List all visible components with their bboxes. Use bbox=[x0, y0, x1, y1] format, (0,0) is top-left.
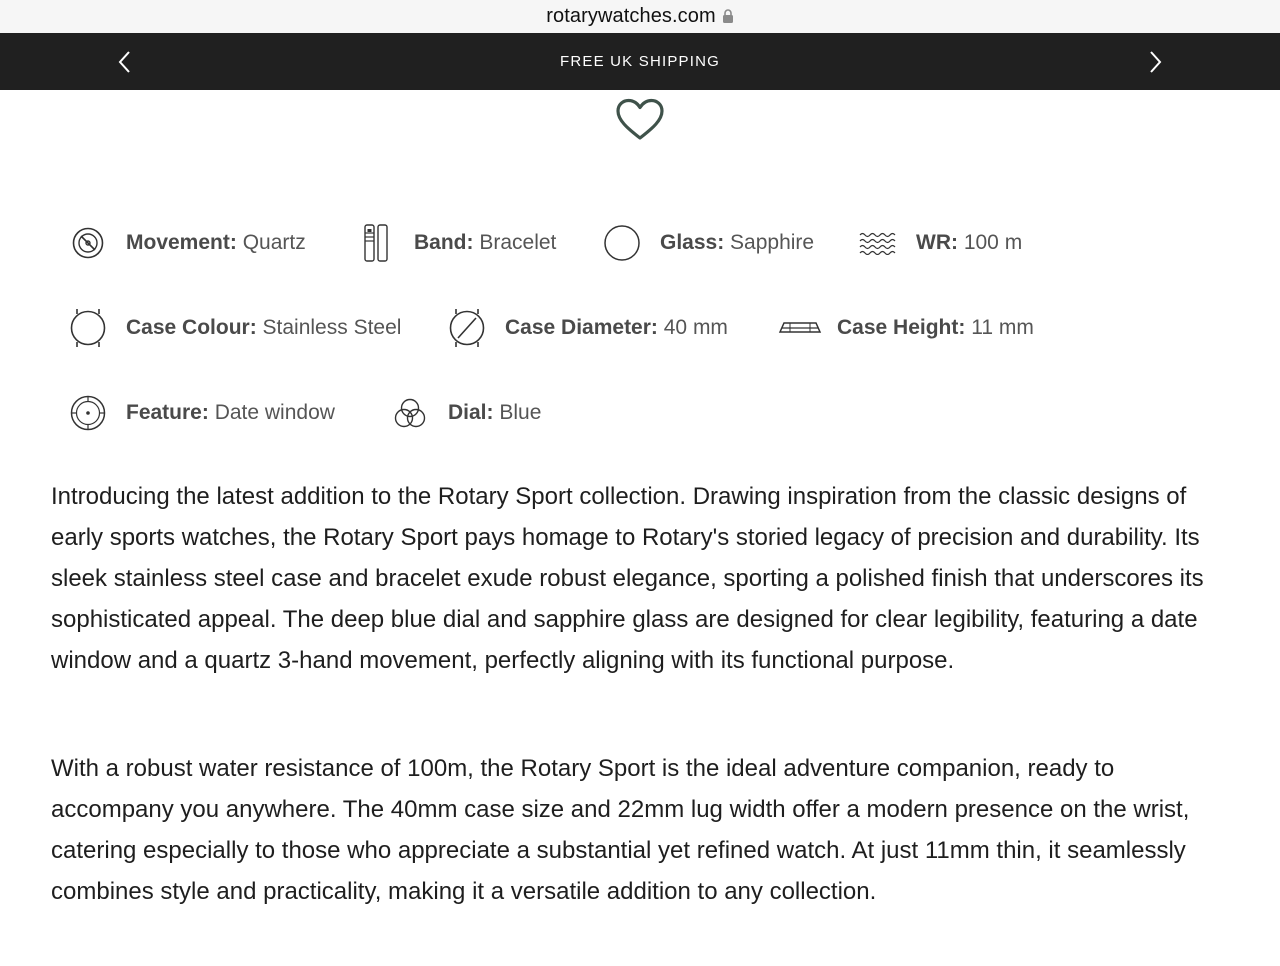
dial-icon bbox=[390, 393, 430, 433]
spec-value: Sapphire bbox=[730, 231, 815, 254]
spec-value: Stainless Steel bbox=[262, 316, 402, 339]
description-paragraph: Introducing the latest addition to the Rotary Sport collection. Drawing inspiration from the classic designs of early sports watches, the Rotary Sport pays homage to Rotary's storied legacy of precision and durability. Its sleek stainless steel case and bracelet exude robust elegance, sporting a polished finish that underscores its sophisticated appeal. The deep blue dial and sapphire glass are designed for clear legibility, featuring a date window and a quartz 3-hand movement, perfectly aligning with its functional purpose. bbox=[51, 483, 1204, 674]
spec-label: Case Height: bbox=[837, 316, 966, 339]
spec-label: Case Colour: bbox=[126, 316, 257, 339]
spec-label: Glass: bbox=[660, 231, 725, 254]
heart-icon bbox=[615, 98, 665, 142]
spec-movement bbox=[68, 221, 306, 265]
promo-text: FREE UK SHIPPING bbox=[559, 53, 721, 70]
chevron-left-icon[interactable] bbox=[110, 48, 138, 76]
movement-icon bbox=[68, 223, 108, 263]
browser-url-bar[interactable] bbox=[0, 0, 1280, 33]
description-paragraph: With a robust water resistance of 100m, the Rotary Sport is the ideal adventure companion, ready to accompany you anywhere. The 40mm case size and 22mm lug width offer a modern presence on the wrist, catering especially to those who appreciate a substantial yet refined watch. At just 11mm thin, it seamlessly combines style and practicality, making it a versatile addition to any collection. bbox=[51, 755, 1190, 905]
case-diameter-icon bbox=[447, 308, 487, 348]
glass-icon bbox=[602, 223, 642, 263]
spec-value: 11 mm bbox=[971, 316, 1034, 339]
spec-case-diameter bbox=[447, 306, 728, 350]
spec-band bbox=[356, 221, 556, 265]
spec-value: Quartz bbox=[242, 231, 306, 254]
spec-label: Feature: bbox=[126, 401, 209, 424]
case-height-icon bbox=[778, 308, 822, 348]
spec-glass bbox=[602, 221, 814, 265]
case-colour-icon bbox=[68, 308, 108, 348]
spec-value: 40 mm bbox=[663, 316, 728, 339]
spec-value: Blue bbox=[499, 401, 542, 424]
url-text: rotarywatches.com bbox=[546, 5, 716, 27]
water-resistance-icon bbox=[858, 223, 898, 263]
feature-icon bbox=[68, 393, 108, 433]
spec-label: Case Diameter: bbox=[505, 316, 658, 339]
spec-dial bbox=[390, 391, 541, 435]
bracelet-icon bbox=[356, 223, 396, 263]
spec-water-resistance bbox=[858, 221, 1022, 265]
spec-label: Dial: bbox=[448, 401, 494, 424]
chevron-right-icon[interactable] bbox=[1142, 48, 1170, 76]
spec-value: 100 m bbox=[963, 231, 1023, 254]
wishlist-button[interactable] bbox=[612, 96, 668, 144]
promo-banner bbox=[0, 33, 1280, 90]
spec-label: Movement: bbox=[126, 231, 237, 254]
spec-feature bbox=[68, 391, 335, 435]
spec-value: Date window bbox=[214, 401, 335, 424]
lock-icon bbox=[722, 9, 734, 23]
spec-label: Band: bbox=[414, 231, 474, 254]
spec-case-colour bbox=[68, 306, 401, 350]
spec-case-height bbox=[778, 306, 1034, 350]
spec-value: Bracelet bbox=[479, 231, 557, 254]
spec-label: WR: bbox=[916, 231, 958, 254]
